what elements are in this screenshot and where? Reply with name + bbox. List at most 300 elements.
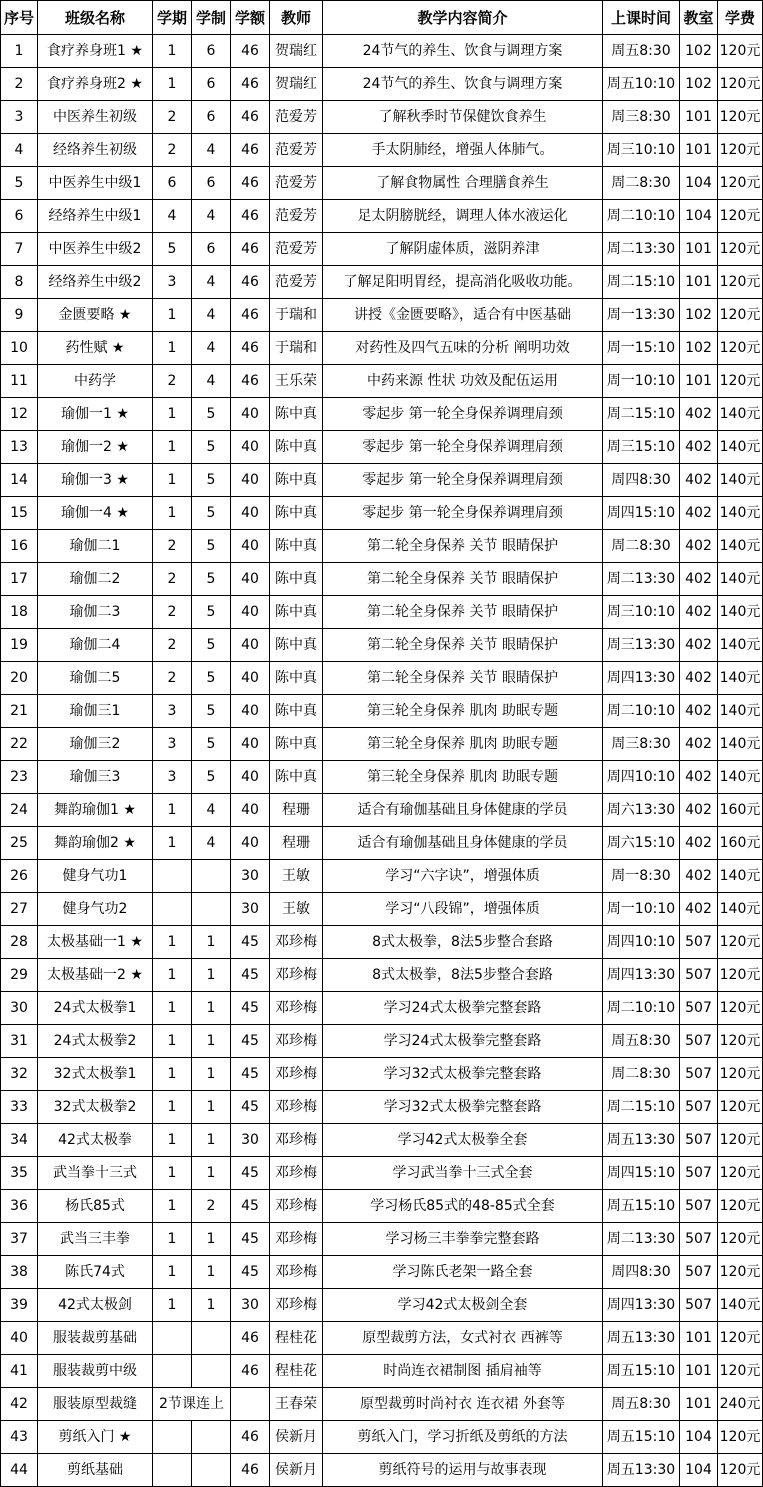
cell-class-name: 食疗养身班2 ★ bbox=[38, 68, 153, 101]
table-row bbox=[1, 233, 763, 266]
cell-duration bbox=[192, 893, 231, 926]
cell-duration: 5 bbox=[192, 662, 231, 695]
cell-duration bbox=[192, 1355, 231, 1388]
cell-content: 学习陈氏老架一路全套 bbox=[323, 1256, 603, 1289]
cell-seq: 31 bbox=[1, 1025, 38, 1058]
table-row bbox=[1, 1355, 763, 1388]
cell-quota: 46 bbox=[231, 1421, 270, 1454]
cell-quota: 45 bbox=[231, 959, 270, 992]
cell-room: 101 bbox=[680, 266, 718, 299]
cell-teacher: 邓珍梅 bbox=[270, 1025, 323, 1058]
cell-quota: 46 bbox=[231, 332, 270, 365]
cell-teacher: 程珊 bbox=[270, 827, 323, 860]
cell-content: 8式太极拳，8法5步整合套路 bbox=[323, 959, 603, 992]
header-time: 上课时间 bbox=[603, 1, 680, 35]
cell-content: 第三轮全身保养 肌肉 助眠专题 bbox=[323, 728, 603, 761]
cell-seq: 23 bbox=[1, 761, 38, 794]
cell-teacher: 范爱芳 bbox=[270, 233, 323, 266]
cell-fee: 120元 bbox=[718, 332, 763, 365]
table-row bbox=[1, 1454, 763, 1487]
cell-term: 3 bbox=[153, 761, 192, 794]
cell-quota: 46 bbox=[231, 167, 270, 200]
cell-content: 原型裁剪方法，女式衬衣 西裤等 bbox=[323, 1322, 603, 1355]
cell-time: 周二13:30 bbox=[603, 233, 680, 266]
cell-quota: 40 bbox=[231, 794, 270, 827]
cell-teacher: 邓珍梅 bbox=[270, 1289, 323, 1322]
cell-time: 周一8:30 bbox=[603, 860, 680, 893]
cell-room: 402 bbox=[680, 860, 718, 893]
cell-term: 1 bbox=[153, 992, 192, 1025]
cell-time: 周二15:10 bbox=[603, 1091, 680, 1124]
cell-seq: 18 bbox=[1, 596, 38, 629]
cell-term: 1 bbox=[153, 464, 192, 497]
table-row bbox=[1, 1124, 763, 1157]
cell-term: 1 bbox=[153, 1025, 192, 1058]
header-class-name: 班级名称 bbox=[38, 1, 153, 35]
cell-time: 周二8:30 bbox=[603, 530, 680, 563]
cell-duration: 5 bbox=[192, 398, 231, 431]
cell-fee: 120元 bbox=[718, 299, 763, 332]
cell-room: 104 bbox=[680, 1454, 718, 1487]
cell-term: 6 bbox=[153, 167, 192, 200]
cell-teacher: 邓珍梅 bbox=[270, 1091, 323, 1124]
cell-content: 适合有瑜伽基础且身体健康的学员 bbox=[323, 827, 603, 860]
cell-duration: 4 bbox=[192, 134, 231, 167]
table-row bbox=[1, 134, 763, 167]
cell-duration: 4 bbox=[192, 794, 231, 827]
cell-fee: 120元 bbox=[718, 266, 763, 299]
cell-fee: 120元 bbox=[718, 959, 763, 992]
cell-class-name: 中医养生中级1 bbox=[38, 167, 153, 200]
cell-teacher: 陈中真 bbox=[270, 695, 323, 728]
cell-class-name: 瑜伽三1 bbox=[38, 695, 153, 728]
cell-seq: 13 bbox=[1, 431, 38, 464]
cell-class-name: 陈氏74式 bbox=[38, 1256, 153, 1289]
cell-teacher: 陈中真 bbox=[270, 530, 323, 563]
cell-quota bbox=[231, 1388, 270, 1421]
cell-term: 2 bbox=[153, 596, 192, 629]
cell-time: 周二15:10 bbox=[603, 398, 680, 431]
table-row bbox=[1, 926, 763, 959]
cell-content: 讲授《金匮要略》，适合有中医基础 bbox=[323, 299, 603, 332]
cell-term: 1 bbox=[153, 827, 192, 860]
cell-time: 周四8:30 bbox=[603, 1256, 680, 1289]
cell-quota: 40 bbox=[231, 827, 270, 860]
cell-quota: 46 bbox=[231, 233, 270, 266]
cell-quota: 30 bbox=[231, 893, 270, 926]
cell-room: 101 bbox=[680, 233, 718, 266]
cell-duration: 1 bbox=[192, 1256, 231, 1289]
cell-teacher: 程桂花 bbox=[270, 1322, 323, 1355]
cell-seq: 3 bbox=[1, 101, 38, 134]
cell-seq: 24 bbox=[1, 794, 38, 827]
cell-quota: 45 bbox=[231, 992, 270, 1025]
cell-fee: 140元 bbox=[718, 497, 763, 530]
header-content: 教学内容简介 bbox=[323, 1, 603, 35]
cell-quota: 40 bbox=[231, 596, 270, 629]
cell-teacher: 范爱芳 bbox=[270, 266, 323, 299]
cell-time: 周三10:10 bbox=[603, 134, 680, 167]
cell-quota: 46 bbox=[231, 200, 270, 233]
table-body bbox=[1, 35, 763, 1487]
table-row bbox=[1, 497, 763, 530]
cell-room: 402 bbox=[680, 695, 718, 728]
cell-room: 101 bbox=[680, 1322, 718, 1355]
table-row bbox=[1, 1190, 763, 1223]
cell-room: 101 bbox=[680, 134, 718, 167]
cell-fee: 140元 bbox=[718, 596, 763, 629]
cell-duration bbox=[192, 1322, 231, 1355]
cell-quota: 30 bbox=[231, 1124, 270, 1157]
cell-time: 周五15:10 bbox=[603, 1421, 680, 1454]
cell-duration: 6 bbox=[192, 68, 231, 101]
cell-fee: 120元 bbox=[718, 365, 763, 398]
cell-time: 周四10:10 bbox=[603, 761, 680, 794]
cell-class-name: 瑜伽二2 bbox=[38, 563, 153, 596]
cell-room: 101 bbox=[680, 365, 718, 398]
cell-time: 周三15:10 bbox=[603, 431, 680, 464]
cell-room: 507 bbox=[680, 926, 718, 959]
cell-class-name: 瑜伽二3 bbox=[38, 596, 153, 629]
cell-content: 第二轮全身保养 关节 眼睛保护 bbox=[323, 662, 603, 695]
cell-content: 第二轮全身保养 关节 眼睛保护 bbox=[323, 530, 603, 563]
cell-seq: 34 bbox=[1, 1124, 38, 1157]
cell-content: 学习42式太极拳全套 bbox=[323, 1124, 603, 1157]
cell-content: 对药性及四气五味的分析 阐明功效 bbox=[323, 332, 603, 365]
cell-duration: 5 bbox=[192, 596, 231, 629]
cell-seq: 36 bbox=[1, 1190, 38, 1223]
cell-room: 507 bbox=[680, 1256, 718, 1289]
cell-term: 1 bbox=[153, 1157, 192, 1190]
cell-fee: 120元 bbox=[718, 1322, 763, 1355]
cell-room: 402 bbox=[680, 794, 718, 827]
cell-content: 足太阴膀胱经，调理人体水液运化 bbox=[323, 200, 603, 233]
cell-time: 周二13:30 bbox=[603, 1223, 680, 1256]
cell-class-name: 中医养生中级2 bbox=[38, 233, 153, 266]
cell-fee: 140元 bbox=[718, 1289, 763, 1322]
table-row bbox=[1, 728, 763, 761]
cell-teacher: 邓珍梅 bbox=[270, 1157, 323, 1190]
header-quota: 学额 bbox=[231, 1, 270, 35]
cell-content: 24节气的养生、饮食与调理方案 bbox=[323, 68, 603, 101]
cell-teacher: 陈中真 bbox=[270, 464, 323, 497]
cell-teacher: 程桂花 bbox=[270, 1355, 323, 1388]
cell-teacher: 王乐荣 bbox=[270, 365, 323, 398]
cell-seq: 10 bbox=[1, 332, 38, 365]
cell-duration: 4 bbox=[192, 299, 231, 332]
cell-quota: 40 bbox=[231, 431, 270, 464]
cell-fee: 120元 bbox=[718, 233, 763, 266]
cell-teacher: 王春荣 bbox=[270, 1388, 323, 1421]
cell-duration: 5 bbox=[192, 530, 231, 563]
cell-fee: 120元 bbox=[718, 101, 763, 134]
header-duration: 学制 bbox=[192, 1, 231, 35]
cell-quota: 45 bbox=[231, 1190, 270, 1223]
cell-fee: 120元 bbox=[718, 1256, 763, 1289]
cell-duration: 1 bbox=[192, 992, 231, 1025]
cell-quota: 46 bbox=[231, 68, 270, 101]
cell-time: 周二8:30 bbox=[603, 1058, 680, 1091]
cell-class-name: 瑜伽三2 bbox=[38, 728, 153, 761]
table-row bbox=[1, 530, 763, 563]
cell-room: 507 bbox=[680, 992, 718, 1025]
cell-content: 中药来源 性状 功效及配伍运用 bbox=[323, 365, 603, 398]
table-row bbox=[1, 761, 763, 794]
cell-room: 101 bbox=[680, 1388, 718, 1421]
cell-room: 402 bbox=[680, 893, 718, 926]
cell-teacher: 陈中真 bbox=[270, 629, 323, 662]
table-row bbox=[1, 68, 763, 101]
cell-class-name: 瑜伽一4 ★ bbox=[38, 497, 153, 530]
cell-teacher: 王敏 bbox=[270, 860, 323, 893]
cell-teacher: 贺瑞红 bbox=[270, 35, 323, 68]
cell-fee: 240元 bbox=[718, 1388, 763, 1421]
cell-quota: 30 bbox=[231, 860, 270, 893]
cell-quota: 40 bbox=[231, 398, 270, 431]
cell-teacher: 范爱芳 bbox=[270, 101, 323, 134]
cell-content: 剪纸入门，学习折纸及剪纸的方法 bbox=[323, 1421, 603, 1454]
cell-duration: 5 bbox=[192, 629, 231, 662]
cell-quota: 45 bbox=[231, 1025, 270, 1058]
cell-class-name: 32式太极拳2 bbox=[38, 1091, 153, 1124]
cell-class-name: 24式太极拳2 bbox=[38, 1025, 153, 1058]
cell-content: 学习杨氏85式的48-85式全套 bbox=[323, 1190, 603, 1223]
cell-room: 507 bbox=[680, 1058, 718, 1091]
cell-class-name: 武当拳十三式 bbox=[38, 1157, 153, 1190]
table-row bbox=[1, 695, 763, 728]
cell-term: 2 bbox=[153, 563, 192, 596]
cell-seq: 7 bbox=[1, 233, 38, 266]
cell-teacher: 范爱芳 bbox=[270, 134, 323, 167]
cell-seq: 6 bbox=[1, 200, 38, 233]
cell-duration: 5 bbox=[192, 695, 231, 728]
table-row bbox=[1, 563, 763, 596]
cell-room: 402 bbox=[680, 629, 718, 662]
cell-duration: 5 bbox=[192, 563, 231, 596]
header-row bbox=[1, 1, 763, 35]
cell-class-name: 瑜伽一1 ★ bbox=[38, 398, 153, 431]
cell-time: 周一10:10 bbox=[603, 893, 680, 926]
cell-fee: 140元 bbox=[718, 464, 763, 497]
cell-class-name: 经络养生初级 bbox=[38, 134, 153, 167]
cell-time: 周四13:30 bbox=[603, 1289, 680, 1322]
table-row bbox=[1, 893, 763, 926]
cell-class-name: 42式太极拳 bbox=[38, 1124, 153, 1157]
cell-content: 8式太极拳，8法5步整合套路 bbox=[323, 926, 603, 959]
cell-duration: 6 bbox=[192, 101, 231, 134]
cell-class-name: 经络养生中级1 bbox=[38, 200, 153, 233]
cell-duration bbox=[192, 1421, 231, 1454]
cell-term: 1 bbox=[153, 431, 192, 464]
table-row bbox=[1, 1421, 763, 1454]
cell-term: 2 bbox=[153, 629, 192, 662]
cell-quota: 45 bbox=[231, 926, 270, 959]
cell-seq: 5 bbox=[1, 167, 38, 200]
cell-time: 周六15:10 bbox=[603, 827, 680, 860]
table-row bbox=[1, 464, 763, 497]
cell-content: 学习24式太极拳完整套路 bbox=[323, 992, 603, 1025]
cell-teacher: 陈中真 bbox=[270, 431, 323, 464]
cell-fee: 120元 bbox=[718, 1058, 763, 1091]
cell-duration: 4 bbox=[192, 266, 231, 299]
cell-room: 507 bbox=[680, 1289, 718, 1322]
cell-class-name: 健身气功2 bbox=[38, 893, 153, 926]
cell-class-name: 24式太极拳1 bbox=[38, 992, 153, 1025]
cell-quota: 45 bbox=[231, 1256, 270, 1289]
table-row bbox=[1, 1157, 763, 1190]
cell-quota: 40 bbox=[231, 629, 270, 662]
cell-time: 周五10:10 bbox=[603, 68, 680, 101]
cell-class-name: 服装原型裁缝 bbox=[38, 1388, 153, 1421]
cell-seq: 41 bbox=[1, 1355, 38, 1388]
table-row bbox=[1, 431, 763, 464]
cell-content: 了解阴虚体质，滋阴养津 bbox=[323, 233, 603, 266]
cell-class-name: 中药学 bbox=[38, 365, 153, 398]
cell-time: 周五8:30 bbox=[603, 1388, 680, 1421]
cell-teacher: 于瑞和 bbox=[270, 332, 323, 365]
cell-term bbox=[153, 860, 192, 893]
cell-duration: 1 bbox=[192, 1157, 231, 1190]
cell-class-name: 瑜伽二5 bbox=[38, 662, 153, 695]
cell-fee: 120元 bbox=[718, 992, 763, 1025]
cell-quota: 40 bbox=[231, 497, 270, 530]
cell-room: 102 bbox=[680, 68, 718, 101]
cell-fee: 120元 bbox=[718, 68, 763, 101]
cell-teacher: 邓珍梅 bbox=[270, 1124, 323, 1157]
table-row bbox=[1, 332, 763, 365]
cell-fee: 140元 bbox=[718, 893, 763, 926]
table-row bbox=[1, 992, 763, 1025]
cell-content: 零起步 第一轮全身保养调理肩颈 bbox=[323, 464, 603, 497]
header-seq: 序号 bbox=[1, 1, 38, 35]
cell-term bbox=[153, 1355, 192, 1388]
cell-teacher: 邓珍梅 bbox=[270, 1256, 323, 1289]
cell-duration: 5 bbox=[192, 728, 231, 761]
cell-room: 402 bbox=[680, 431, 718, 464]
cell-duration bbox=[192, 1454, 231, 1487]
cell-duration: 1 bbox=[192, 1025, 231, 1058]
cell-room: 402 bbox=[680, 596, 718, 629]
cell-duration: 4 bbox=[192, 365, 231, 398]
cell-term: 2 bbox=[153, 134, 192, 167]
cell-duration: 1 bbox=[192, 1223, 231, 1256]
cell-seq: 2 bbox=[1, 68, 38, 101]
cell-teacher: 陈中真 bbox=[270, 662, 323, 695]
cell-seq: 11 bbox=[1, 365, 38, 398]
cell-fee: 120元 bbox=[718, 35, 763, 68]
cell-room: 101 bbox=[680, 101, 718, 134]
cell-class-name: 剪纸入门 ★ bbox=[38, 1421, 153, 1454]
cell-content: 适合有瑜伽基础且身体健康的学员 bbox=[323, 794, 603, 827]
cell-content: 了解食物属性 合理膳食养生 bbox=[323, 167, 603, 200]
cell-fee: 160元 bbox=[718, 827, 763, 860]
cell-seq: 43 bbox=[1, 1421, 38, 1454]
cell-time: 周三13:30 bbox=[603, 629, 680, 662]
cell-teacher: 邓珍梅 bbox=[270, 1223, 323, 1256]
cell-teacher: 程珊 bbox=[270, 794, 323, 827]
cell-fee: 120元 bbox=[718, 1355, 763, 1388]
cell-class-name: 经络养生中级2 bbox=[38, 266, 153, 299]
cell-fee: 120元 bbox=[718, 926, 763, 959]
cell-class-name: 瑜伽一3 ★ bbox=[38, 464, 153, 497]
cell-class-name: 瑜伽二1 bbox=[38, 530, 153, 563]
cell-duration: 5 bbox=[192, 761, 231, 794]
table-row bbox=[1, 596, 763, 629]
table-row bbox=[1, 299, 763, 332]
cell-seq: 28 bbox=[1, 926, 38, 959]
table-row bbox=[1, 1322, 763, 1355]
table-row bbox=[1, 1256, 763, 1289]
cell-seq: 26 bbox=[1, 860, 38, 893]
cell-room: 507 bbox=[680, 1190, 718, 1223]
cell-quota: 40 bbox=[231, 728, 270, 761]
cell-room: 507 bbox=[680, 959, 718, 992]
cell-term: 3 bbox=[153, 728, 192, 761]
cell-seq: 32 bbox=[1, 1058, 38, 1091]
cell-teacher: 侯新月 bbox=[270, 1454, 323, 1487]
cell-term: 1 bbox=[153, 959, 192, 992]
table-row bbox=[1, 1289, 763, 1322]
cell-duration: 4 bbox=[192, 200, 231, 233]
cell-seq: 27 bbox=[1, 893, 38, 926]
cell-content: 第二轮全身保养 关节 眼睛保护 bbox=[323, 563, 603, 596]
cell-quota: 46 bbox=[231, 1322, 270, 1355]
cell-fee: 120元 bbox=[718, 167, 763, 200]
cell-teacher: 范爱芳 bbox=[270, 167, 323, 200]
table-row bbox=[1, 1223, 763, 1256]
cell-term bbox=[153, 1454, 192, 1487]
cell-quota: 46 bbox=[231, 299, 270, 332]
cell-term: 1 bbox=[153, 1058, 192, 1091]
table-row bbox=[1, 629, 763, 662]
cell-content: 原型裁剪时尚衬衣 连衣裙 外套等 bbox=[323, 1388, 603, 1421]
cell-teacher: 陈中真 bbox=[270, 596, 323, 629]
cell-quota: 40 bbox=[231, 695, 270, 728]
cell-content: 了解秋季时节保健饮食养生 bbox=[323, 101, 603, 134]
table-row bbox=[1, 167, 763, 200]
cell-fee: 120元 bbox=[718, 1421, 763, 1454]
cell-quota: 40 bbox=[231, 464, 270, 497]
table-row bbox=[1, 1388, 763, 1421]
cell-duration: 6 bbox=[192, 167, 231, 200]
cell-seq: 21 bbox=[1, 695, 38, 728]
cell-quota: 46 bbox=[231, 1355, 270, 1388]
cell-teacher: 陈中真 bbox=[270, 563, 323, 596]
cell-fee: 140元 bbox=[718, 662, 763, 695]
cell-seq: 25 bbox=[1, 827, 38, 860]
table-row bbox=[1, 794, 763, 827]
cell-time: 周二13:30 bbox=[603, 563, 680, 596]
cell-duration: 5 bbox=[192, 497, 231, 530]
table-row bbox=[1, 1025, 763, 1058]
cell-teacher: 王敏 bbox=[270, 893, 323, 926]
cell-teacher: 邓珍梅 bbox=[270, 926, 323, 959]
cell-quota: 30 bbox=[231, 1289, 270, 1322]
cell-room: 507 bbox=[680, 1124, 718, 1157]
cell-fee: 140元 bbox=[718, 629, 763, 662]
cell-time: 周五8:30 bbox=[603, 35, 680, 68]
cell-quota: 46 bbox=[231, 1454, 270, 1487]
cell-content: 第三轮全身保养 肌肉 助眠专题 bbox=[323, 761, 603, 794]
cell-teacher: 陈中真 bbox=[270, 761, 323, 794]
cell-seq: 9 bbox=[1, 299, 38, 332]
cell-term: 2节课连上 bbox=[153, 1388, 231, 1421]
table-row bbox=[1, 662, 763, 695]
cell-time: 周四10:10 bbox=[603, 926, 680, 959]
cell-room: 104 bbox=[680, 1421, 718, 1454]
cell-term: 1 bbox=[153, 1256, 192, 1289]
cell-term: 2 bbox=[153, 662, 192, 695]
